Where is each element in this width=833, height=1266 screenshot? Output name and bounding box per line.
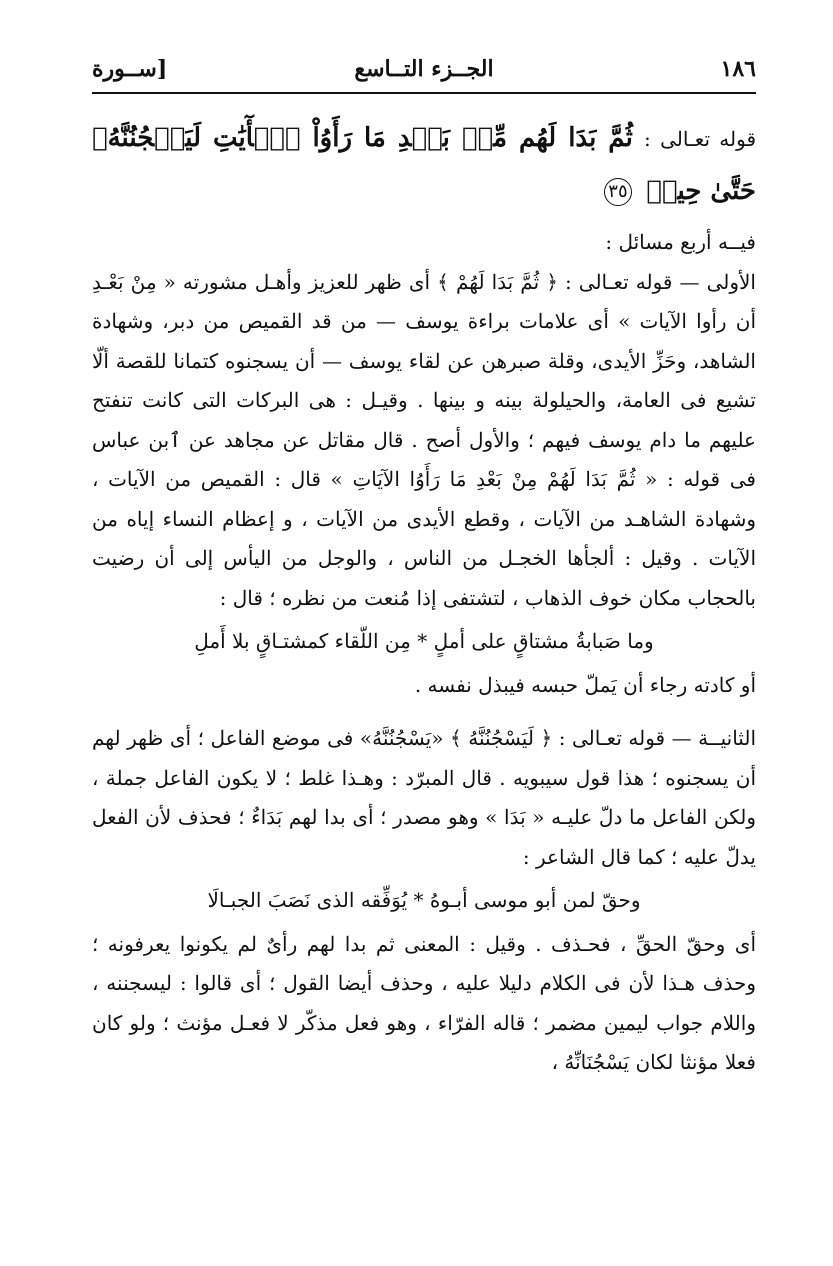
poem-verse-1: وما صَبابةُ مشتاقٍ على أملٍ * مِن اللّقاء كمشتـاقٍ بلا أَملِ (194, 629, 654, 653)
page-header (92, 50, 756, 90)
ayah-number-mark: ٣٥ (604, 178, 632, 206)
verse-intro: قوله تعـالى : (644, 127, 757, 151)
page-number: ١٨٦ (720, 56, 756, 82)
header-rule (92, 92, 756, 94)
verse-block (92, 112, 756, 217)
paragraph-final: أى وحقّ الحقِّ ، فحـذف . وقيل : المعنى ثم بدا لهم رأىٌ لم يكونوا يعرفونه ؛ وحذف هـذا لأن فى الكلام دليلا عليه ، وحذف أيضا القول ؛ أى قالوا : ليسجننه ، واللام جواب ليمين مضمر ؛ قاله الفرّاء ، وهو فعل مذكّر لا فعـل مؤنث ؛ ولو كان فعلا مؤنثا لكان يَسْجُنَانِّهُ ، (92, 931, 756, 1074)
paragraph-first-issue: الأولى — قوله تعـالى : ﴿ ثُمَّ بَدَا لَهُمْ ﴾ أى ظهر للعزيز وأهـل مشورته « مِنْ بَعْـدِ أن رأوا الآيات » أى علامات براءة يوسف — من قد القميص من دبر، وشهادة الشاهد، وحَزِّ الأيدى، وقلة صبرهن عن لقاء يوسف — أن يسجنوه كتمانا للقصة ألّا تشيع فى العامة، والحيلولة بينه و بينها . وقيـل : هى البركات التى كانت تنفتح عليهم ما دام يوسف فيهم ؛ والأول أصح . قال مقاتل عن مجاهد عن ٱبن عباس فى قوله : « ثُمَّ بَدَا لَهُمْ مِنْ بَعْدِ مَا رَأَوُا الآيَاتِ » قال : القميص من الآيات ، وشهادة الشاهـد من الآيات ، وقطع الأيدى من الآيات ، و إعظام النساء إياه من الآيات . وقيل : ألجأها الخجـل من الناس ، والوجل من اليأس إلى أن رضيت بالحجاب مكان خوف الذهاب ، لتشتفى إذا مُنعت من نظره ؛ قال : (92, 269, 757, 610)
poem-verse-2: وحقّ لمن أبو موسى أبـوهُ * يُوَفِّقه الذى نَصَبَ الجبـالَا (207, 888, 641, 912)
paragraph-intro: فيــه أربع مسائل : (605, 230, 756, 254)
paragraph-second-issue: الثانيــة — قوله تعـالى : ﴿ لَيَسْجُنُنَّهُ ﴾ «يَسْجُنُنَّهُ» فى موضع الفاعل ؛ أى ظهر لهم أن يسجنوه ؛ هذا قول سيبويه . قال المبرّد : وهـذا غلط ؛ لا يكون الفاعل جملة ، ولكن الفاعل ما دلّ عليـه « بَدَا » وهو مصدر ؛ أى بدا لهم بَدَاءٌ ؛ فحذف لأن الفعل يدلّ عليه ؛ كما قال الشاعر : (92, 726, 756, 869)
surah-label: [ســورة (92, 56, 168, 82)
paragraph-continuation: أو كادته رجاء أن يَملّ حبسه فيبذل نفسه . (414, 672, 756, 697)
verse-text: ثُمَّ بَدَا لَهُم مِّنۢ بَعۡدِ مَا رَأَوُاْ ٱلۡأٓيَٰتِ لَيَسۡجُنُنَّهُۥ حَتَّىٰ حِينٖ (92, 123, 756, 206)
page-body (92, 100, 756, 1083)
running-title: الجــزء التــاسع (354, 56, 494, 82)
